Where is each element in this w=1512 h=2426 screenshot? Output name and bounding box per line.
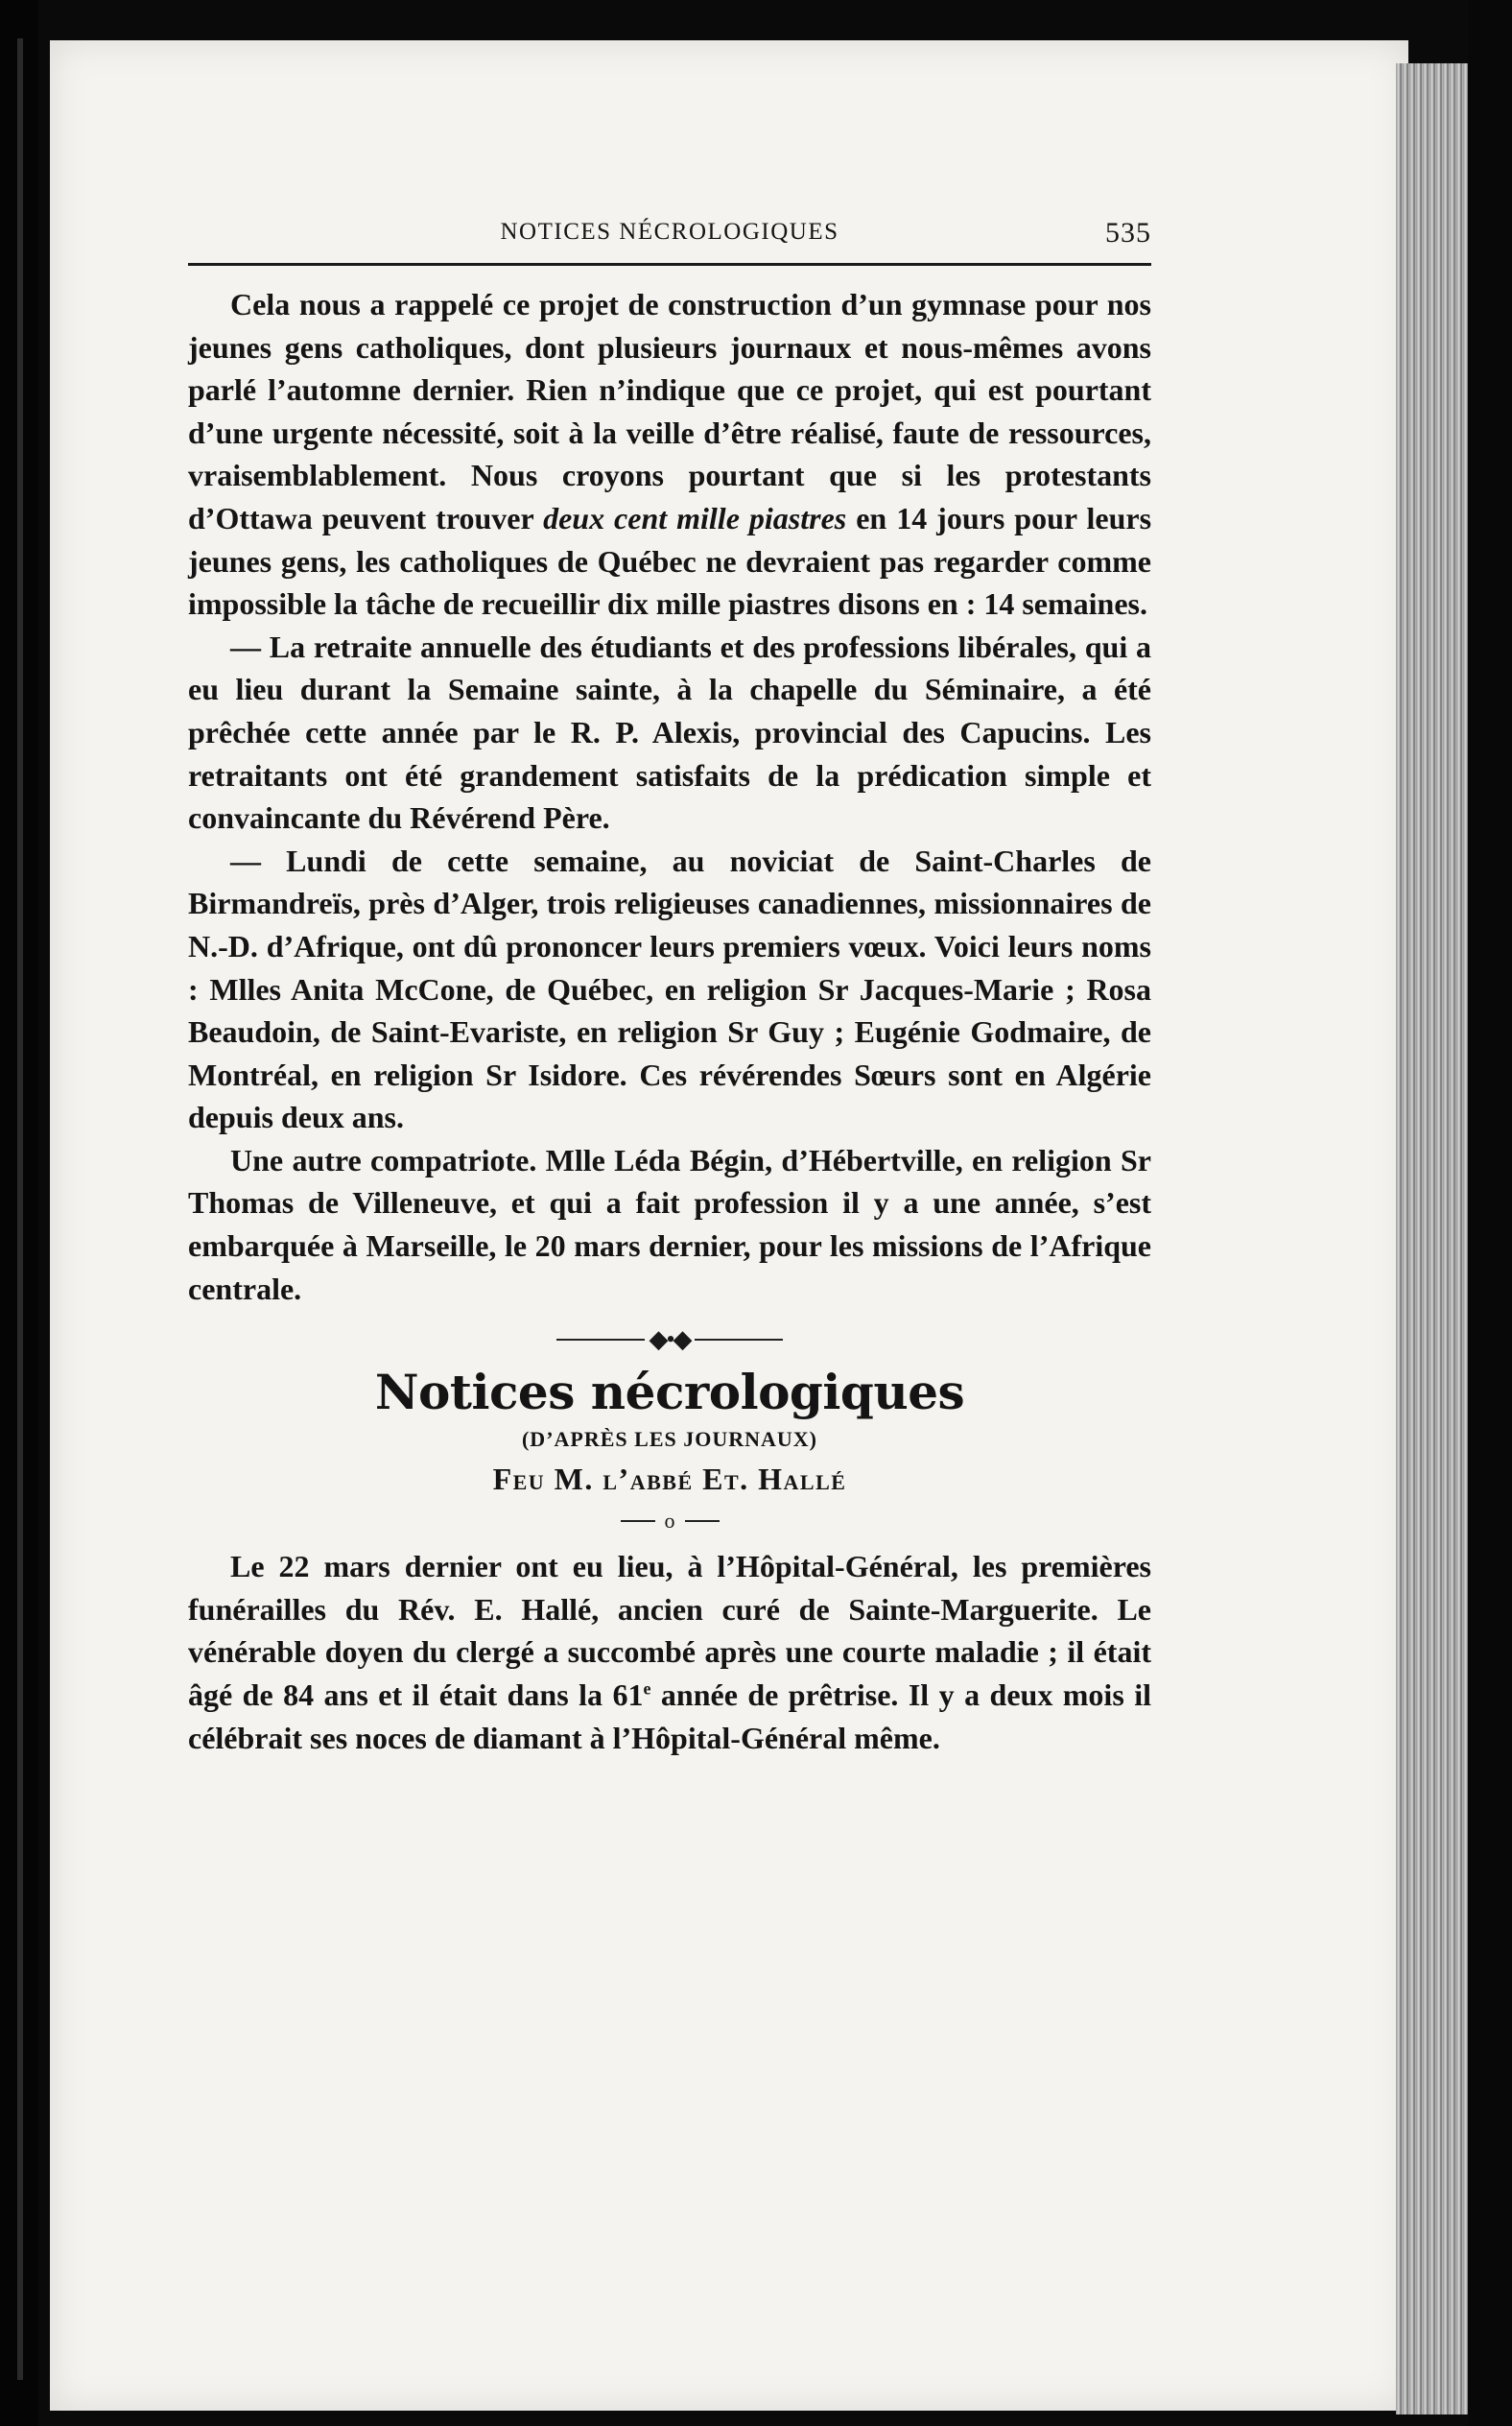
page-number: 535 [1105, 217, 1151, 249]
section-title: Notices nécrologiques [374, 1364, 965, 1421]
ornament-center: ◆•◆ [649, 1325, 691, 1354]
scan-right-border [1468, 0, 1512, 2426]
scan-top-border [0, 0, 1512, 40]
paragraph-retraite: — La retraite annuelle des étudiants et des professions libérales, qui a eu lieu durant la Semaine sainte, à la chapelle du Séminaire, a été prêchée cette année par le R. P. Alexis, provincial des Capucins. Les retraitants ont été grandement satisfaits de la prédication simple et convaincante du Révérend Père. [188, 629, 1151, 836]
scan-left-border [0, 0, 38, 2426]
section-ornament [188, 1323, 1151, 1354]
separator-line-left [621, 1520, 655, 1522]
superscript: e [643, 1678, 651, 1699]
section-subtitle: (D’APRÈS LES JOURNAUX) [521, 1427, 817, 1452]
paragraph-obituary [188, 1545, 1151, 1759]
ornament-line-left [556, 1339, 645, 1341]
paragraph-text: Cela nous a rappelé ce projet de construction d’un gymnase pour nos jeunes gens catholiques, dont plusieurs journaux et nous-mêmes avons parlé l’automne dernier. Rien n’indique que ce projet, qui est pourtant d’une urgente nécessité, soit à la veille d’être réalisé, faute de ressources, vraisemblablement. Nous croyons pourtant que si les protestants d’Ottawa peuvent trouver [188, 287, 1151, 535]
running-title: NOTICES NÉCROLOGIQUES [500, 219, 839, 245]
separator-mark: o [664, 1509, 675, 1534]
obituary-separator [188, 1507, 1151, 1534]
ornament-line-right [695, 1339, 783, 1341]
obituary-body [188, 1545, 1151, 1759]
paragraph-text: en 14 jours pour leurs jeunes gens, les catholiques de Québec ne devraient pas regarder comme impossible la tâche de recueillir dix mille piastres disons en : 14 semaines. [188, 500, 1152, 622]
paragraph-text: Le 22 mars dernier ont eu lieu, à l’Hôpital-Général, les premières funérailles du Rév. E. Hallé, ancien curé de Sainte-Marguerite. Le vénérable doyen du clergé a succombé après une courte maladie ; il était âgé de 84 ans et il était dans la 61 [188, 1549, 1151, 1713]
page-edges [1396, 63, 1468, 2414]
article-body [188, 283, 1151, 1310]
header-rule [188, 263, 1151, 266]
paragraph-gymnase [188, 283, 1151, 626]
paragraph-text: année de prêtrise. Il y a deux mois il célébrait ses noces de diamant à l’Hôpital-Général même. [188, 1677, 1152, 1755]
paragraph-religieuses: — Lundi de cette semaine, au noviciat de Saint-Charles de Birmandreïs, près d’Alger, trois religieuses canadiennes, missionnaires de N.-D. d’Afrique, ont dû prononcer leurs premiers vœux. Voici leurs noms : Mlles Anita McCone, de Québec, en religion Sr Jacques-Marie ; Rosa Beaudoin, de Saint-Evariste, en religion Sr Guy ; Eugénie Godmaire, de Montréal, en religion Sr Isidore. Ces révérendes Sœurs sont en Algérie depuis deux ans. [188, 843, 1151, 1135]
paragraph-compatriote: Une autre compatriote. Mlle Léda Bégin, d’Hébertville, en religion Sr Thomas de Villeneuve, et qui a fait profession il y a une année, s’est embarquée à Marseille, le 20 mars dernier, pour les missions de l’Afrique centrale. [188, 1142, 1151, 1306]
running-head [188, 192, 1151, 250]
emphasis-text: deux cent mille piastres [543, 500, 847, 535]
obituary-heading: Feu M. l’abbé Et. Hallé [492, 1462, 847, 1497]
separator-line-right [685, 1520, 720, 1522]
page-content [188, 192, 1151, 1759]
